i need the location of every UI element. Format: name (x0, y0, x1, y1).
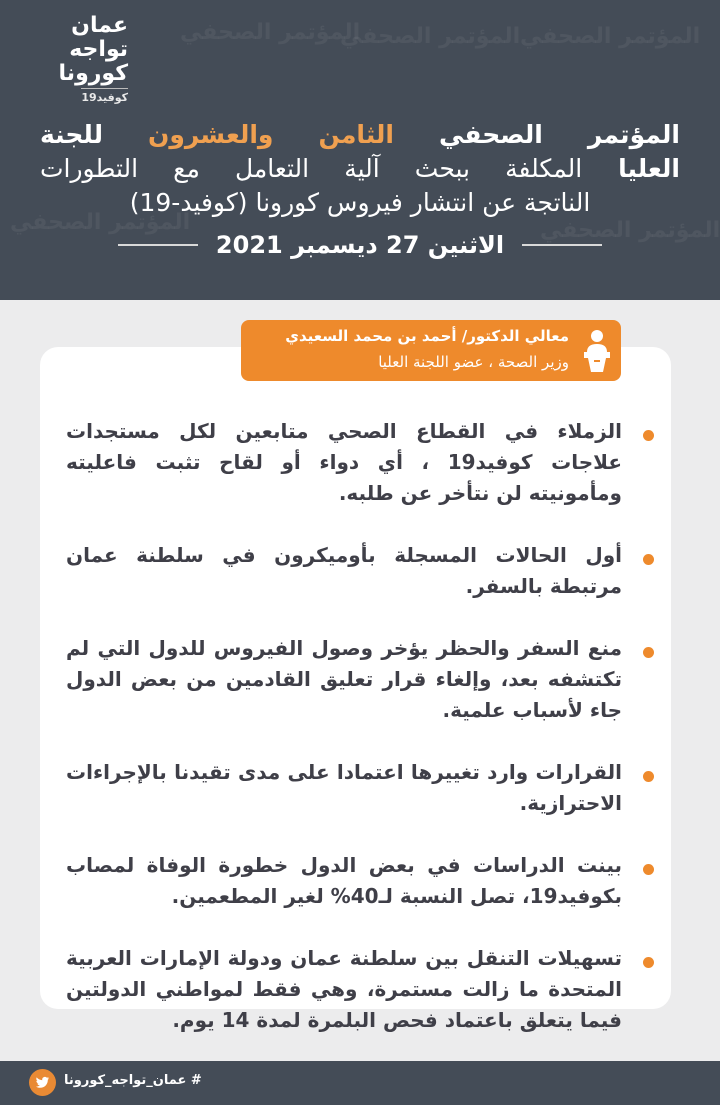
date-row (0, 228, 720, 262)
title-text: العليا (618, 154, 680, 183)
logo-line: تواجه (69, 37, 128, 62)
list-item (66, 416, 656, 509)
list-item-text: بينت الدراسات في بعض الدول خطورة الوفاة لمصاب بكوفيد19، تصل النسبة لـ40% لغير المطعمين. (66, 853, 622, 908)
twitter-icon[interactable] (29, 1069, 56, 1096)
header-banner (0, 0, 720, 300)
bullet-dot-icon (643, 957, 654, 968)
title-highlight: الثامن والعشرون (147, 120, 394, 149)
footer-bar (0, 1061, 720, 1105)
list-item (66, 850, 656, 912)
list-item (66, 757, 656, 819)
list-item-text: القرارات وارد تغييرها اعتمادا على مدى تقيدنا بالإجراءات الاحترازية. (66, 760, 622, 815)
title-text: للجنة (40, 120, 103, 149)
list-item-text: الزملاء في القطاع الصحي متابعين لكل مستجدات علاجات كوفيد19 ، أي دواء أو لقاح تثبت فاعليته ومأمونيته لن نتأخر عن طلبه. (66, 419, 622, 505)
divider (522, 244, 602, 246)
list-item-text: تسهيلات التنقل بين سلطنة عمان ودولة الإمارات العربية المتحدة ما زالت مستمرة، وهي فقط لمواطني الدولتين فيما يتعلق باعتماد فحص البلمرة لمدة 14 يوم. (66, 946, 622, 1032)
watermark: المؤتمر الصحفي (340, 24, 521, 49)
page-title (40, 118, 680, 220)
watermark: المؤتمر الصحفي (180, 20, 361, 45)
bullet-dot-icon (643, 864, 654, 875)
list-item (66, 943, 656, 1036)
list-item (66, 633, 656, 726)
watermark: المؤتمر الصحفي (10, 210, 191, 235)
bullet-dot-icon (643, 647, 654, 658)
list-item (66, 540, 656, 602)
divider (118, 244, 198, 246)
speaker-role: وزير الصحة ، عضو اللجنة العليا (378, 353, 569, 371)
title-text: الناتجة عن انتشار فيروس كورونا (كوفيد-19) (129, 188, 591, 217)
podium-speaker-icon (579, 326, 615, 375)
bullet-dot-icon (643, 430, 654, 441)
brand-logo (18, 14, 128, 105)
logo-line: كورونا (58, 61, 128, 86)
logo-line: عمان (71, 13, 128, 38)
conference-date: الاثنين 27 ديسمبر 2021 (215, 231, 505, 259)
list-item-text: أول الحالات المسجلة بأوميكرون في سلطنة عمان مرتبطة بالسفر. (66, 543, 622, 598)
hashtag-link[interactable]: # عمان_تواجه_كورونا (64, 1073, 202, 1088)
title-text: المؤتمر الصحفي (438, 120, 680, 149)
list-item-text: منع السفر والحظر يؤخر وصول الفيروس للدول التي لم تكتشفه بعد، وإلغاء قرار تعليق القادمين من بعض الدول جاء لأسباب علمية. (66, 636, 622, 722)
speaker-name: معالي الدكتور/ أحمد بن محمد السعيدي (285, 327, 569, 345)
bullet-dot-icon (643, 771, 654, 782)
statements-list (66, 416, 656, 1067)
speaker-banner (241, 320, 621, 381)
watermark: المؤتمر الصحفي (540, 218, 720, 243)
logo-tagline: كوفيد19 (81, 88, 128, 105)
title-text: المكلفة ببحث آلية التعامل مع التطورات (40, 154, 583, 183)
watermark: المؤتمر الصحفي (520, 24, 701, 49)
bullet-dot-icon (643, 554, 654, 565)
